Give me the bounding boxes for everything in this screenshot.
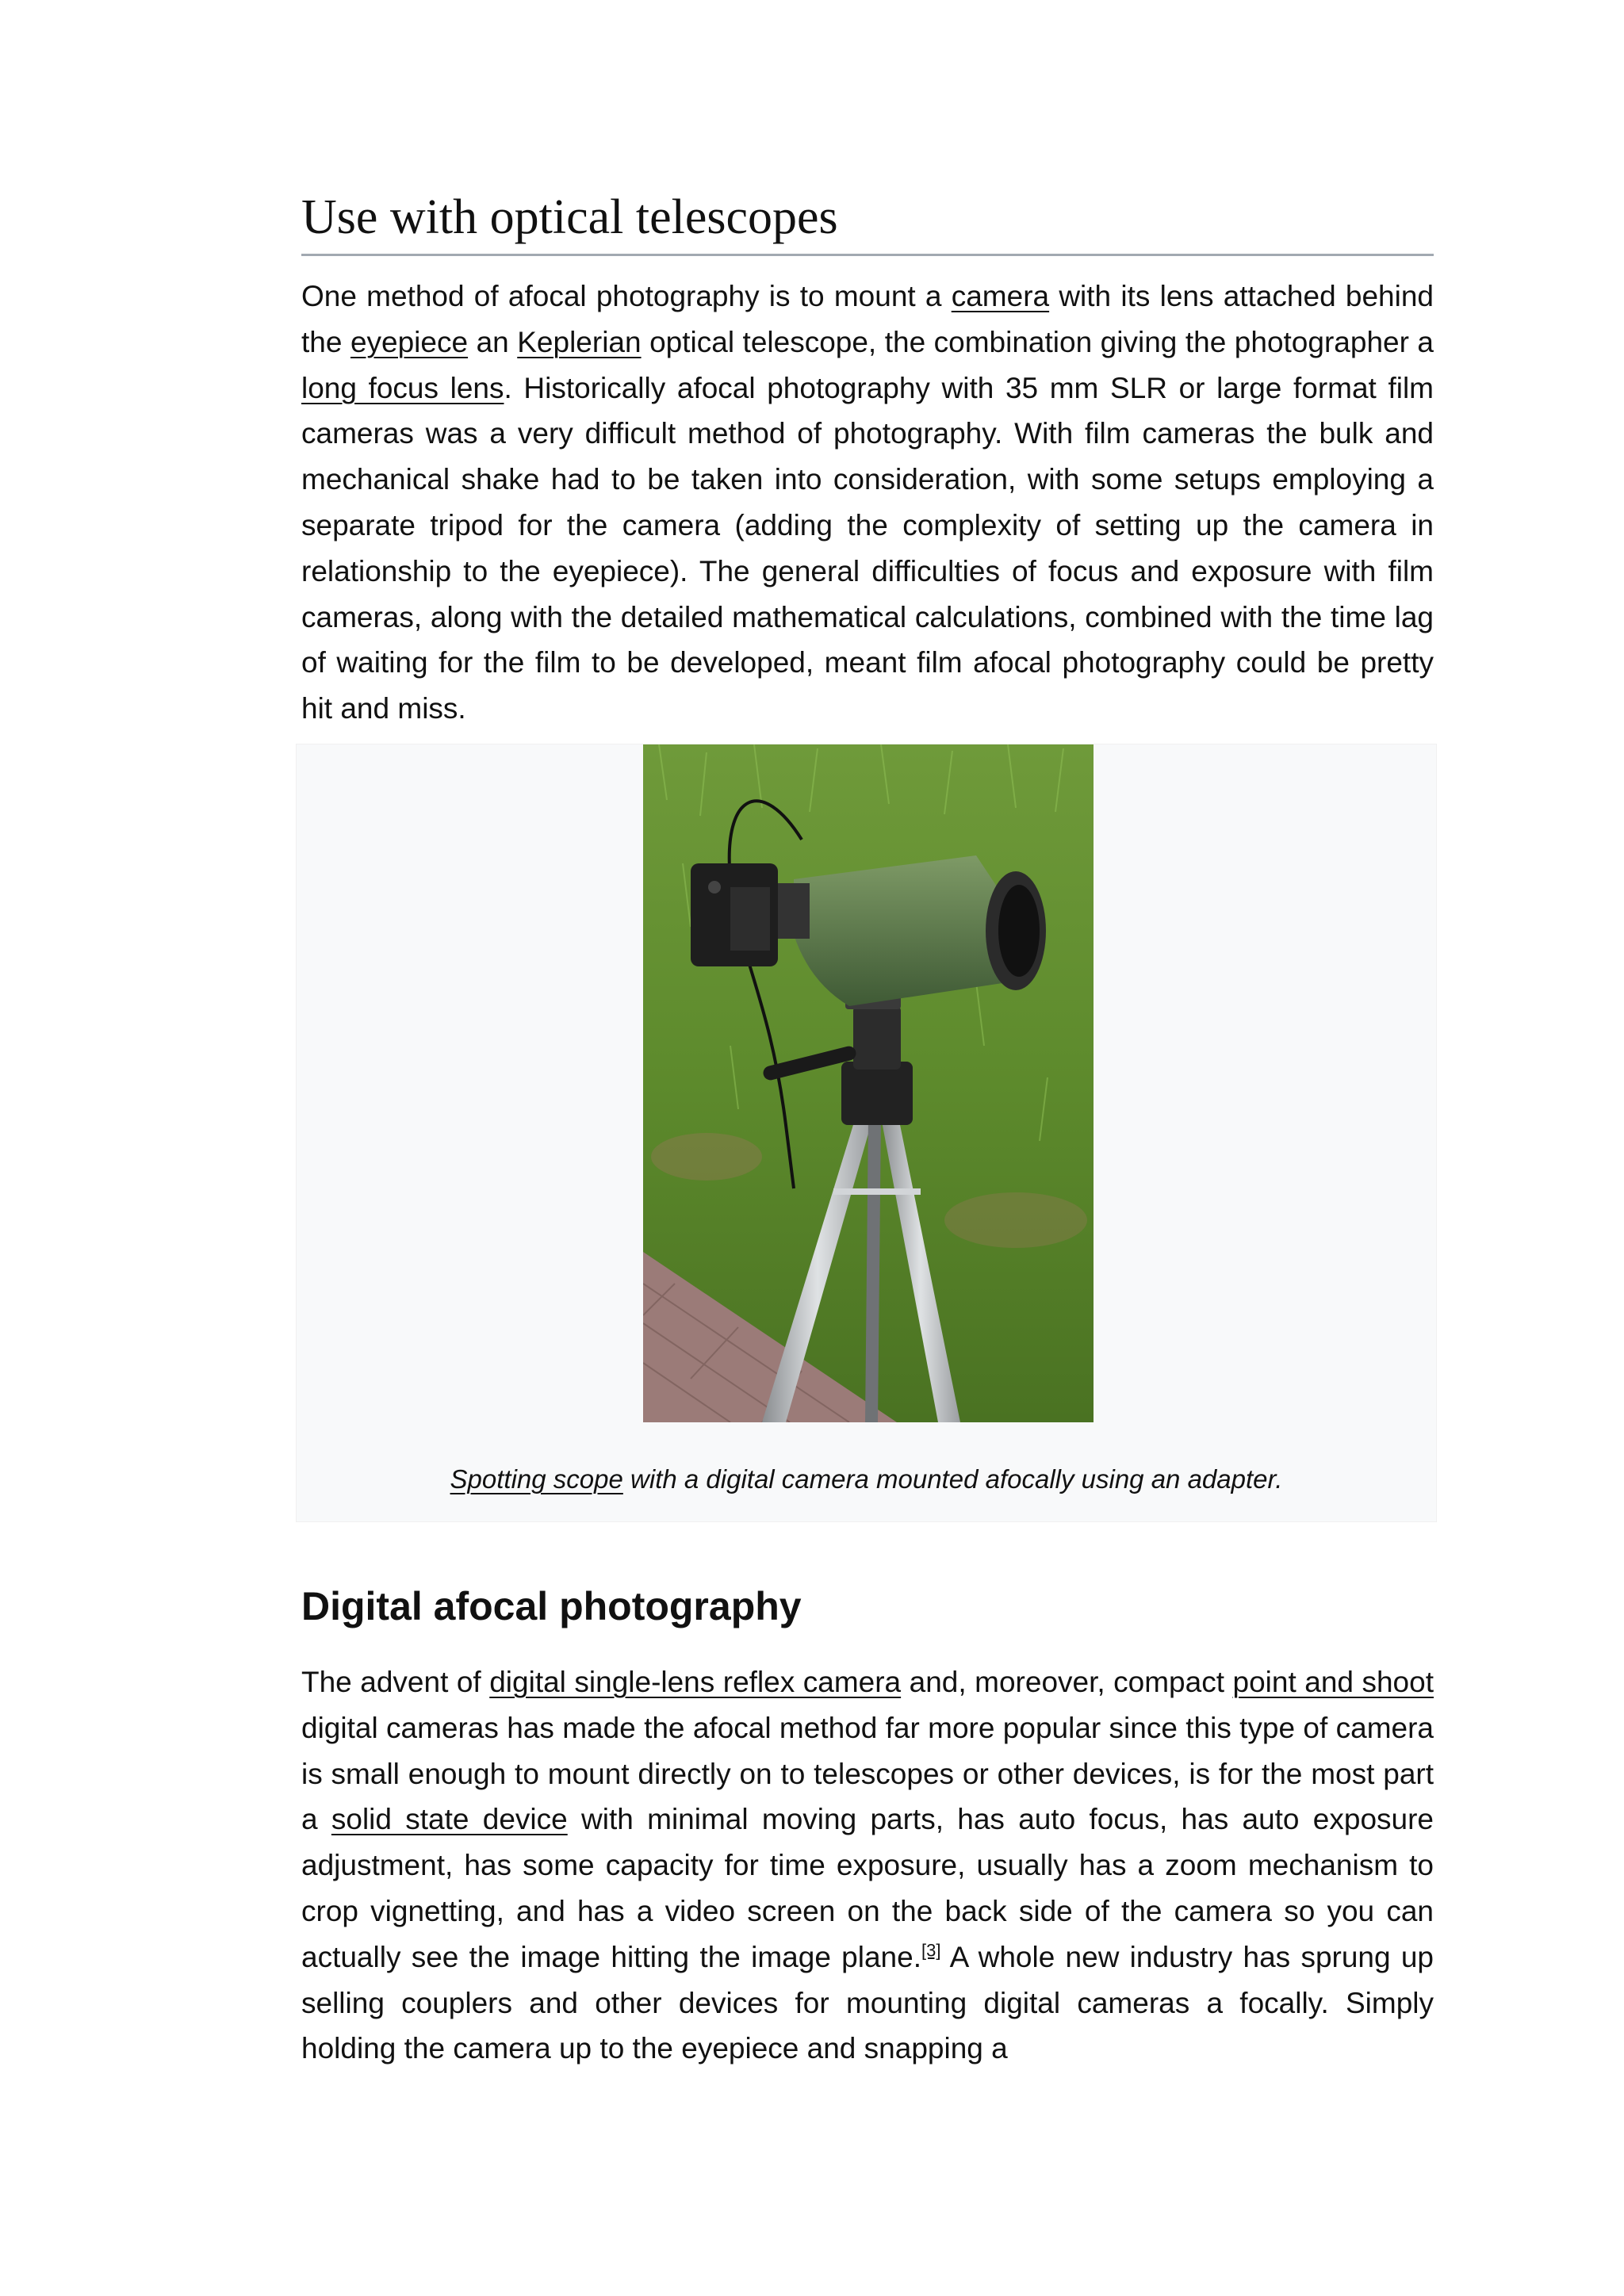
text-run: A whole new industry has sprung up selling couplers and other devices for mounting digital cameras a focally. Simply holding the camera up to the eyepiece and snapping a	[301, 1940, 1434, 2065]
text-run: One method of afocal photography is to mount a	[301, 280, 952, 312]
section-optical-telescopes	[301, 187, 1434, 732]
link-solid-state-device[interactable]: solid state device	[331, 1803, 568, 1836]
section-heading: Use with optical telescopes	[301, 187, 1434, 256]
subsection-heading: Digital afocal photography	[301, 1584, 802, 1628]
text-run: an	[468, 325, 518, 358]
text-run: . Historically afocal photography with 35 mm SLR or large format film cameras was a very difficult method of photography. With film cameras the bulk and mechanical shake had to be taken into consideration, with some setups employing a separate tripod for the camera (adding the complexity of setting up the camera in relationship to the eyepiece). The general difficulties of focus and exposure with film cameras, along with the detailed mathematical calculations, combined with the time lag of waiting for the film to be developed, meant film afocal photography could be pretty hit and miss.	[301, 371, 1434, 725]
text-run: and, moreover, compact	[901, 1666, 1233, 1698]
link-camera[interactable]: camera	[951, 280, 1050, 312]
link-long-focus-lens[interactable]: long focus lens	[301, 371, 504, 404]
spotting-scope-photo[interactable]	[643, 744, 1094, 1422]
paragraph-afocal-intro	[301, 274, 1434, 732]
paragraph-digital-afocal	[301, 1659, 1434, 2072]
caption-text: with a digital camera mounted afocally using an adapter.	[622, 1464, 1283, 1494]
link-spotting-scope[interactable]: Spotting scope	[450, 1464, 623, 1494]
text-run: The advent of	[301, 1666, 490, 1698]
reference-link[interactable]: [3]	[921, 1940, 941, 1961]
section-digital-afocal	[301, 1659, 1434, 2072]
link-eyepiece[interactable]: eyepiece	[350, 325, 469, 358]
figure-caption	[297, 1464, 1436, 1494]
text-run: digital cameras has made the afocal method far more popular since this type of camera is small enough to mount directly on to telescopes or other devices, is for the most part a	[301, 1711, 1434, 1836]
text-run: optical telescope, the combination giving the photographer a	[641, 325, 1434, 358]
figure-spotting-scope	[296, 744, 1437, 1522]
text-run: with minimal moving parts, has auto focus, has auto exposure adjustment, has some capacity for time exposure, usually has a zoom mechanism to crop vignetting, and has a video screen on the back side of the camera so you can actually see the image hitting the image plane.	[301, 1803, 1434, 1973]
text-run: with its lens attached behind the	[301, 280, 1434, 358]
link-point-and-shoot[interactable]: point and shoot	[1232, 1666, 1434, 1698]
reference-footnote[interactable]	[921, 1940, 940, 1960]
link-dslr[interactable]: digital single-lens reflex camera	[489, 1666, 902, 1698]
link-keplerian[interactable]: Keplerian	[517, 325, 642, 358]
